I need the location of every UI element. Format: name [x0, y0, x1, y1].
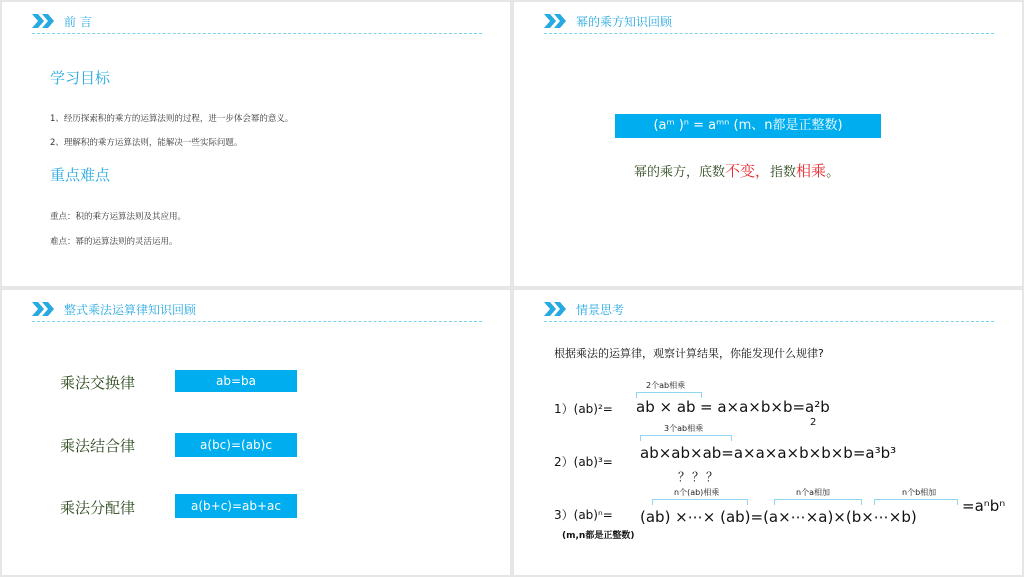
goal-item-2: 2、理解积的乘方运算法则，能解决一些实际问题。 [50, 138, 243, 148]
double-chevron-icon [32, 302, 56, 316]
eq3-condition: (m,n都是正整数) [562, 531, 635, 541]
desc-text-2: 指数 [770, 165, 797, 180]
slide-preface[interactable] [2, 2, 510, 286]
desc-red-2: 相乘 [796, 162, 827, 180]
slide-header [32, 12, 92, 30]
eq1-right: = a×a×b×b=a²b [700, 398, 830, 416]
key-item-1: 重点：积的乘方运算法则及其应用。 [50, 212, 187, 222]
law-formula-associative: a(bc)=(ab)c [175, 433, 297, 457]
double-chevron-icon [544, 14, 568, 28]
desc-end: 。 [826, 165, 840, 180]
eq3-brace-3 [874, 499, 958, 505]
slide-header [544, 12, 672, 30]
eq2-question-marks: ？？？ [678, 470, 721, 484]
law-formula-commutative: ab=ba [175, 370, 297, 392]
eq2-body: ab×ab×ab=a×a×a×b×b×b=a³b³ [640, 444, 897, 462]
double-chevron-icon [544, 302, 568, 316]
desc-red-1: 不变， [725, 162, 771, 180]
slide-title: 情景思考 [576, 302, 625, 317]
law-name-associative: 乘法结合律 [60, 437, 136, 455]
eq3-result: =aⁿbⁿ [962, 497, 1006, 515]
slide-scenario-thinking[interactable] [514, 290, 1022, 575]
law-name-commutative: 乘法交换律 [60, 374, 136, 392]
eq2-brace [640, 435, 732, 441]
slide-header [32, 300, 196, 318]
eq1-subscript: 2 [810, 417, 817, 428]
double-chevron-icon [32, 14, 56, 28]
header-divider [544, 33, 994, 34]
key-title: 重点难点 [50, 166, 111, 184]
eq3-brace-1 [652, 499, 748, 505]
header-divider [544, 321, 994, 322]
header-divider [32, 321, 482, 322]
eq2-label: 2）(ab)³= [554, 455, 613, 469]
header-divider [32, 33, 482, 34]
power-formula-box: (aᵐ )ⁿ = aᵐⁿ (m、n都是正整数) [615, 114, 881, 138]
eq3-label: 3）(ab)ⁿ= [554, 508, 613, 522]
goal-item-1: 1、经历探索积的乘方的运算法则的过程，进一步体会幂的意义。 [50, 114, 294, 124]
eq3-brace-2 [774, 499, 862, 505]
slide-power-review[interactable] [514, 2, 1022, 286]
scenario-question: 根据乘法的运算律，观察计算结果，你能发现什么规律? [554, 347, 824, 360]
law-formula-distributive: a(b+c)=ab+ac [175, 494, 297, 518]
eq1-label: 1）(ab)²= [554, 402, 613, 416]
key-item-2: 难点：幂的运算法则的灵活运用。 [50, 237, 178, 247]
slide-multiplication-laws[interactable] [2, 290, 510, 575]
eq3-note-2: n个a相加 [796, 488, 830, 497]
eq2-note: 3个ab相乘 [664, 424, 704, 433]
eq3-note-1: n个(ab)相乘 [674, 488, 720, 497]
slide-title: 前 言 [64, 14, 92, 29]
power-description [634, 160, 839, 181]
goal-title: 学习目标 [50, 69, 111, 87]
slide-title: 幂的乘方知识回顾 [576, 14, 673, 29]
eq3-note-3: n个b相加 [902, 488, 937, 497]
desc-text-1: 幂的乘方，底数 [634, 165, 726, 180]
eq1-note: 2个ab相乘 [646, 381, 686, 390]
slide-header [544, 300, 624, 318]
eq1-left: ab × ab [636, 398, 696, 416]
slide-title: 整式乘法运算律知识回顾 [64, 302, 197, 317]
eq3-body: (ab) ×⋯× (ab)=(a×⋯×a)×(b×⋯×b) [640, 508, 917, 526]
law-name-distributive: 乘法分配律 [60, 499, 136, 517]
